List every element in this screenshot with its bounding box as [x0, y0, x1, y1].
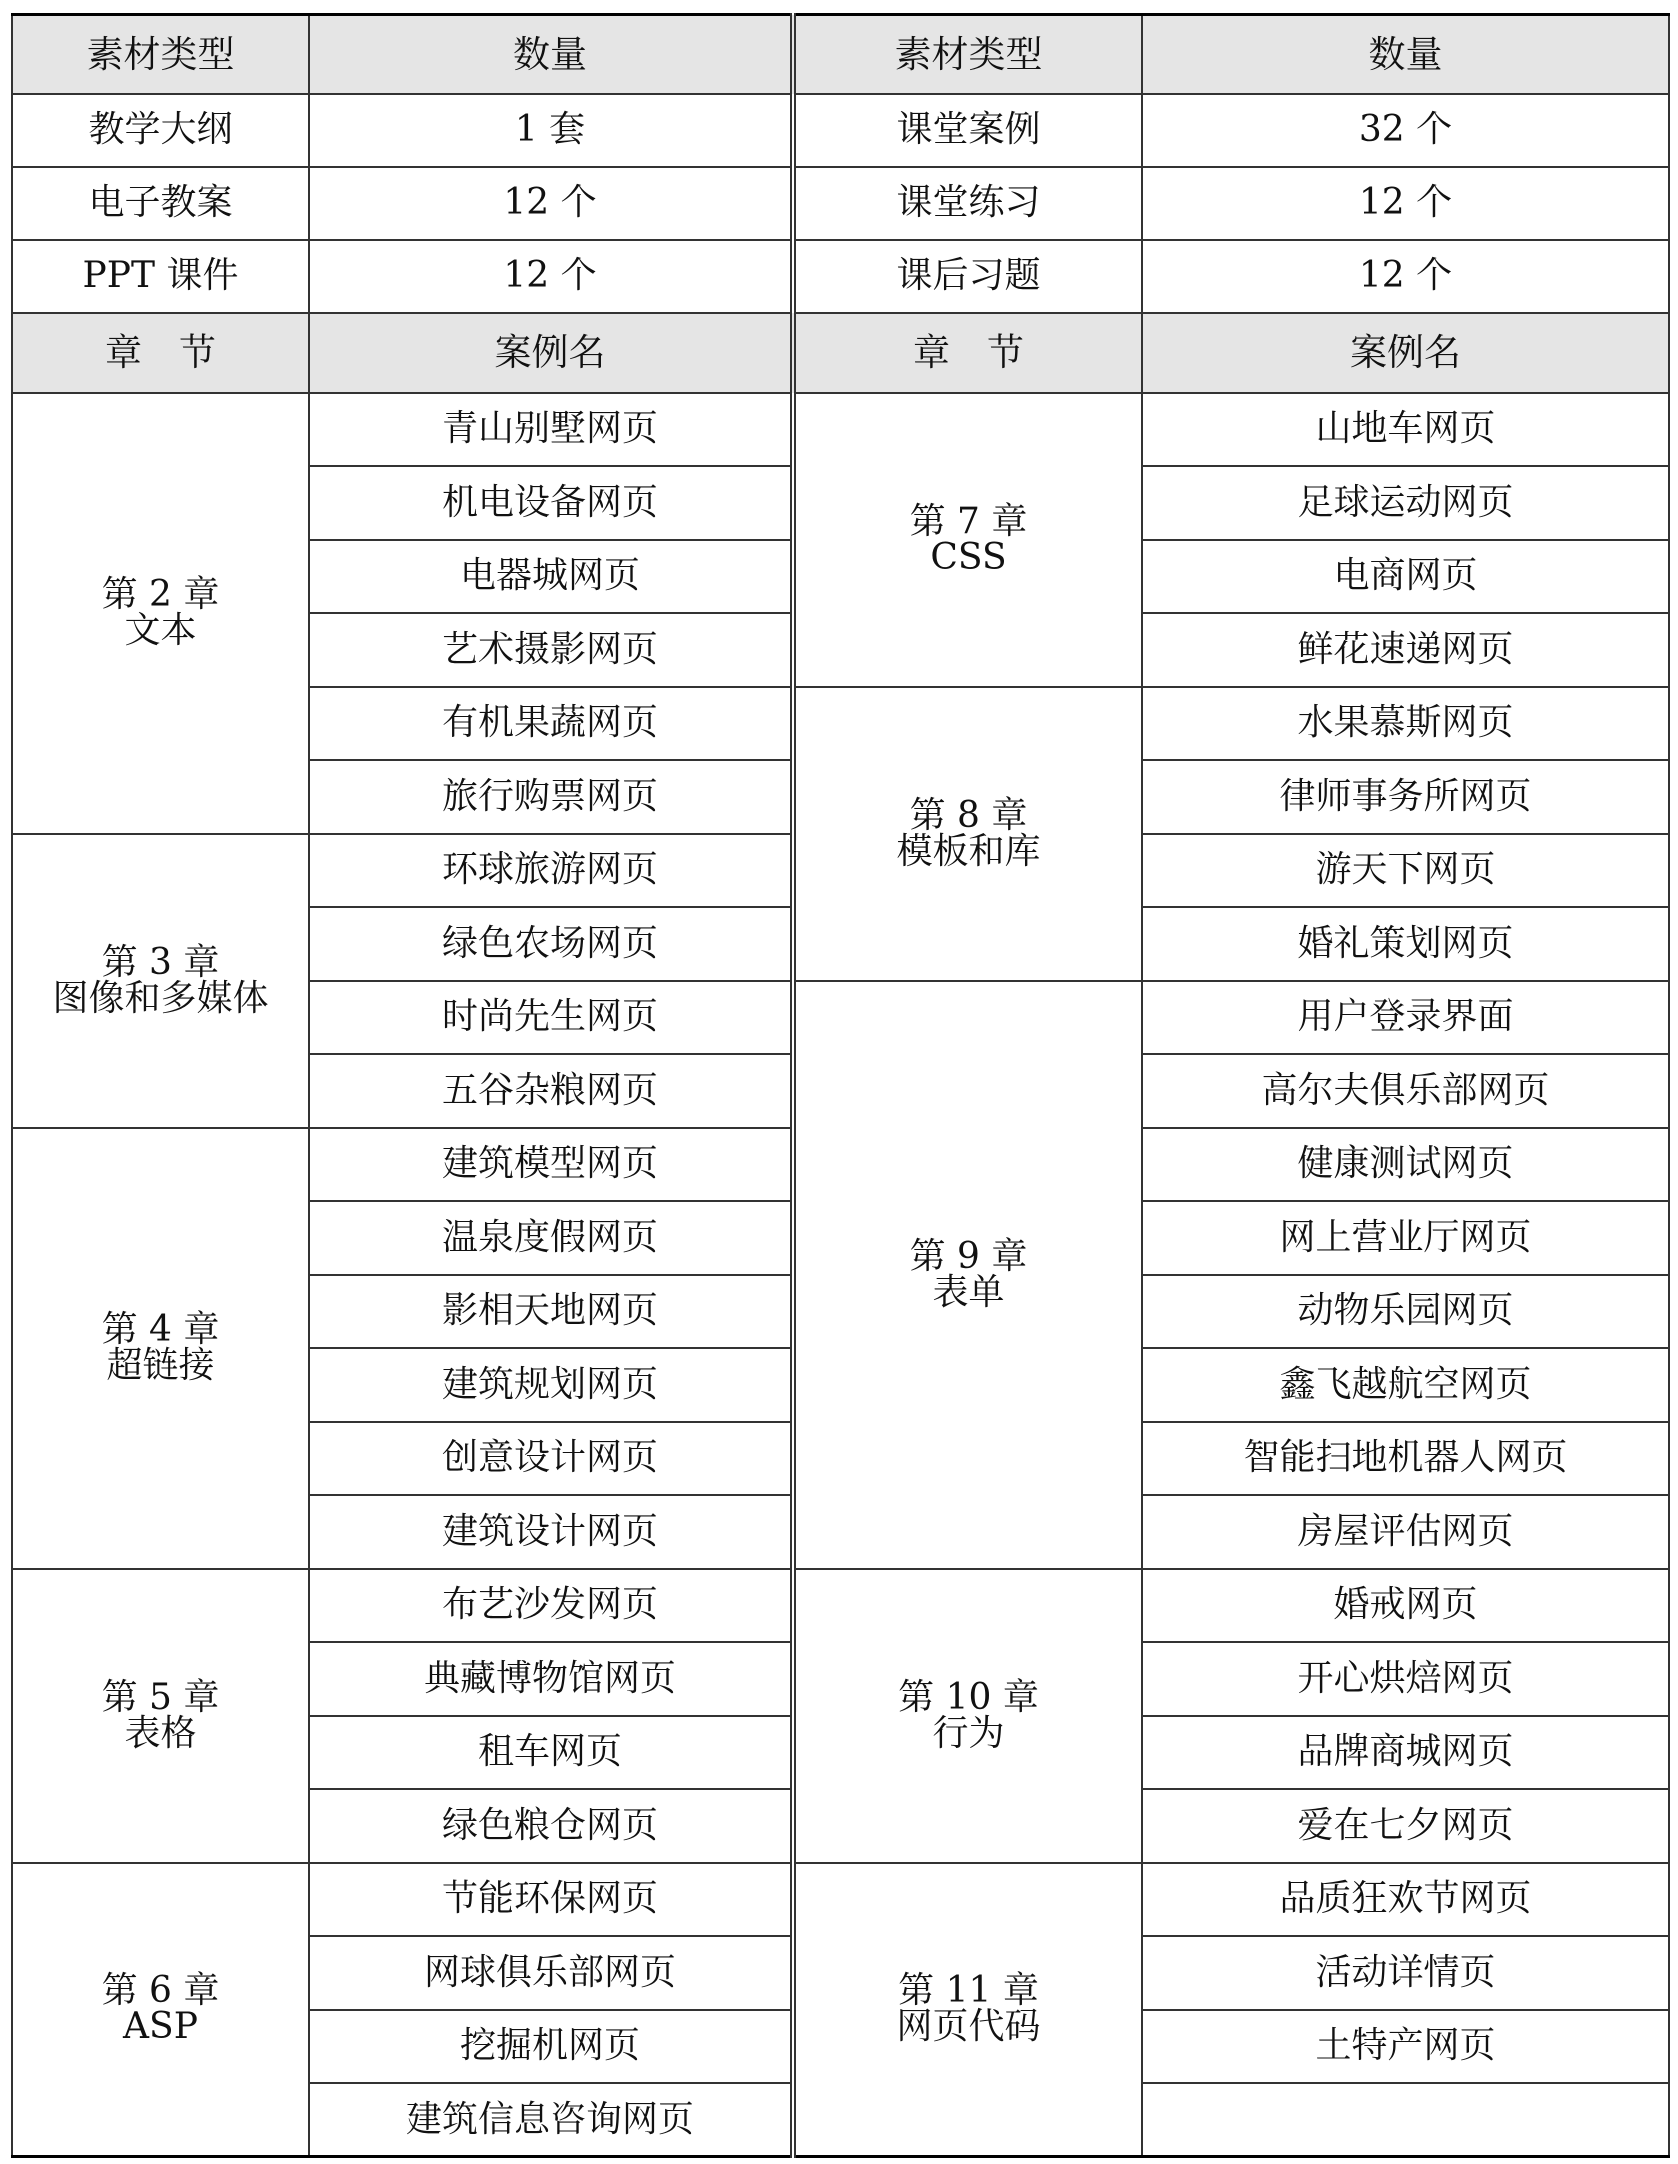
- case-name-cell: 温泉度假网页: [309, 1201, 793, 1275]
- case-name-cell: 游天下网页: [1142, 834, 1669, 908]
- case-name-cell: 建筑信息咨询网页: [309, 2083, 793, 2157]
- case-name-cell: 机电设备网页: [309, 466, 793, 540]
- case-name-cell: 建筑规划网页: [309, 1348, 793, 1422]
- case-name-cell: 电商网页: [1142, 540, 1669, 614]
- chapter-title: 表单: [932, 1271, 1005, 1313]
- case-name-cell: 房屋评估网页: [1142, 1495, 1669, 1569]
- chapter-cell: [12, 1569, 309, 1863]
- case-name-cell: 旅行购票网页: [309, 760, 793, 834]
- chapters-header-row: [12, 313, 1669, 393]
- header-quantity-left: 数量: [309, 15, 793, 94]
- chapter-cell: [12, 1863, 309, 2157]
- case-name-cell: 租车网页: [309, 1716, 793, 1790]
- case-name-cell: 五谷杂粮网页: [309, 1054, 793, 1128]
- header-chapter-right: 章 节: [793, 313, 1142, 393]
- chapter-title: 超链接: [106, 1345, 215, 1386]
- header-material-type-right: 素材类型: [793, 15, 1142, 94]
- material-type-cell: 电子教案: [12, 167, 309, 240]
- chapter-number: 第 7 章: [909, 500, 1028, 542]
- case-row: [12, 393, 1669, 467]
- case-name-cell: 影相天地网页: [309, 1275, 793, 1349]
- header-material-type-left: 素材类型: [12, 15, 309, 94]
- material-type-cell: 教学大纲: [12, 94, 309, 167]
- case-name-cell: 网球俱乐部网页: [309, 1936, 793, 2010]
- chapter-title: 行为: [932, 1712, 1005, 1754]
- case-name-cell: 挖掘机网页: [309, 2010, 793, 2084]
- chapter-title: 文本: [124, 610, 197, 651]
- header-case-name-right: 案例名: [1142, 313, 1669, 393]
- case-name-cell: 建筑模型网页: [309, 1128, 793, 1202]
- material-type-cell: PPT 课件: [12, 240, 309, 313]
- case-name-cell: 青山别墅网页: [309, 393, 793, 467]
- chapter-title: 表格: [124, 1712, 197, 1754]
- chapter-number: 第 4 章: [101, 1309, 220, 1350]
- case-name-cell: [1142, 2083, 1669, 2157]
- material-quantity-cell: 1 套: [309, 94, 793, 167]
- case-name-cell: 电器城网页: [309, 540, 793, 614]
- case-name-cell: 有机果蔬网页: [309, 687, 793, 761]
- chapter-number: 第 10 章: [898, 1676, 1039, 1718]
- material-quantity-cell: 12 个: [1142, 167, 1669, 240]
- case-name-cell: 鲜花速递网页: [1142, 613, 1669, 687]
- case-name-cell: 环球旅游网页: [309, 834, 793, 908]
- case-name-cell: 建筑设计网页: [309, 1495, 793, 1569]
- material-type-cell: 课后习题: [793, 240, 1142, 313]
- case-name-cell: 品质狂欢节网页: [1142, 1863, 1669, 1937]
- case-name-cell: 足球运动网页: [1142, 466, 1669, 540]
- material-quantity-cell: 12 个: [1142, 240, 1669, 313]
- case-name-cell: 用户登录界面: [1142, 981, 1669, 1055]
- case-row: [12, 1569, 1669, 1643]
- chapter-number: 第 5 章: [101, 1676, 220, 1718]
- header-chapter-left: 章 节: [12, 313, 309, 393]
- case-name-cell: 布艺沙发网页: [309, 1569, 793, 1643]
- case-name-cell: 品牌商城网页: [1142, 1716, 1669, 1790]
- chapter-title: 网页代码: [896, 2006, 1041, 2048]
- material-quantity-cell: 32 个: [1142, 94, 1669, 167]
- case-name-cell: 爱在七夕网页: [1142, 1789, 1669, 1863]
- case-name-cell: 水果慕斯网页: [1142, 687, 1669, 761]
- case-name-cell: 网上营业厅网页: [1142, 1201, 1669, 1275]
- case-name-cell: 健康测试网页: [1142, 1128, 1669, 1202]
- case-name-cell: 律师事务所网页: [1142, 760, 1669, 834]
- chapter-number: 第 8 章: [909, 794, 1028, 836]
- case-name-cell: 活动详情页: [1142, 1936, 1669, 2010]
- chapter-number: 第 11 章: [898, 1970, 1039, 2012]
- materials-header-row: [12, 15, 1669, 94]
- chapter-number: 第 2 章: [101, 574, 220, 615]
- materials-row: [12, 167, 1669, 240]
- material-quantity-cell: 12 个: [309, 240, 793, 313]
- material-type-cell: 课堂案例: [793, 94, 1142, 167]
- case-name-cell: 节能环保网页: [309, 1863, 793, 1937]
- case-name-cell: 动物乐园网页: [1142, 1275, 1669, 1349]
- chapter-number: 第 9 章: [909, 1235, 1028, 1277]
- case-name-cell: 鑫飞越航空网页: [1142, 1348, 1669, 1422]
- case-name-cell: 智能扫地机器人网页: [1142, 1422, 1669, 1496]
- chapter-cell: [12, 1128, 309, 1569]
- header-case-name-left: 案例名: [309, 313, 793, 393]
- case-name-cell: 开心烘焙网页: [1142, 1642, 1669, 1716]
- case-name-cell: 典藏博物馆网页: [309, 1642, 793, 1716]
- chapter-cell: [793, 1863, 1142, 2157]
- chapter-title: ASP: [123, 2006, 198, 2048]
- chapter-cell: [793, 687, 1142, 981]
- case-name-cell: 婚戒网页: [1142, 1569, 1669, 1643]
- chapter-number: 第 3 章: [101, 941, 220, 983]
- chapter-cell: [12, 393, 309, 834]
- material-quantity-cell: 12 个: [309, 167, 793, 240]
- case-name-cell: 艺术摄影网页: [309, 613, 793, 687]
- chapter-cell: [793, 1569, 1142, 1863]
- case-name-cell: 绿色粮仓网页: [309, 1789, 793, 1863]
- case-name-cell: 绿色农场网页: [309, 907, 793, 981]
- chapter-cell: [793, 393, 1142, 687]
- chapter-cell: [12, 834, 309, 1128]
- chapter-title: 模板和库: [896, 830, 1041, 872]
- header-quantity-right: 数量: [1142, 15, 1669, 94]
- case-name-cell: 土特产网页: [1142, 2010, 1669, 2084]
- chapter-cell: [793, 981, 1142, 1569]
- materials-row: [12, 94, 1669, 167]
- chapter-number: 第 6 章: [101, 1970, 220, 2012]
- materials-row: [12, 240, 1669, 313]
- case-name-cell: 时尚先生网页: [309, 981, 793, 1055]
- material-type-cell: 课堂练习: [793, 167, 1142, 240]
- course-materials-table: [11, 13, 1670, 2158]
- case-name-cell: 创意设计网页: [309, 1422, 793, 1496]
- case-name-cell: 高尔夫俱乐部网页: [1142, 1054, 1669, 1128]
- chapter-title: CSS: [930, 536, 1007, 578]
- case-row: [12, 1863, 1669, 1937]
- case-name-cell: 山地车网页: [1142, 393, 1669, 467]
- case-name-cell: 婚礼策划网页: [1142, 907, 1669, 981]
- chapter-title: 图像和多媒体: [52, 977, 269, 1019]
